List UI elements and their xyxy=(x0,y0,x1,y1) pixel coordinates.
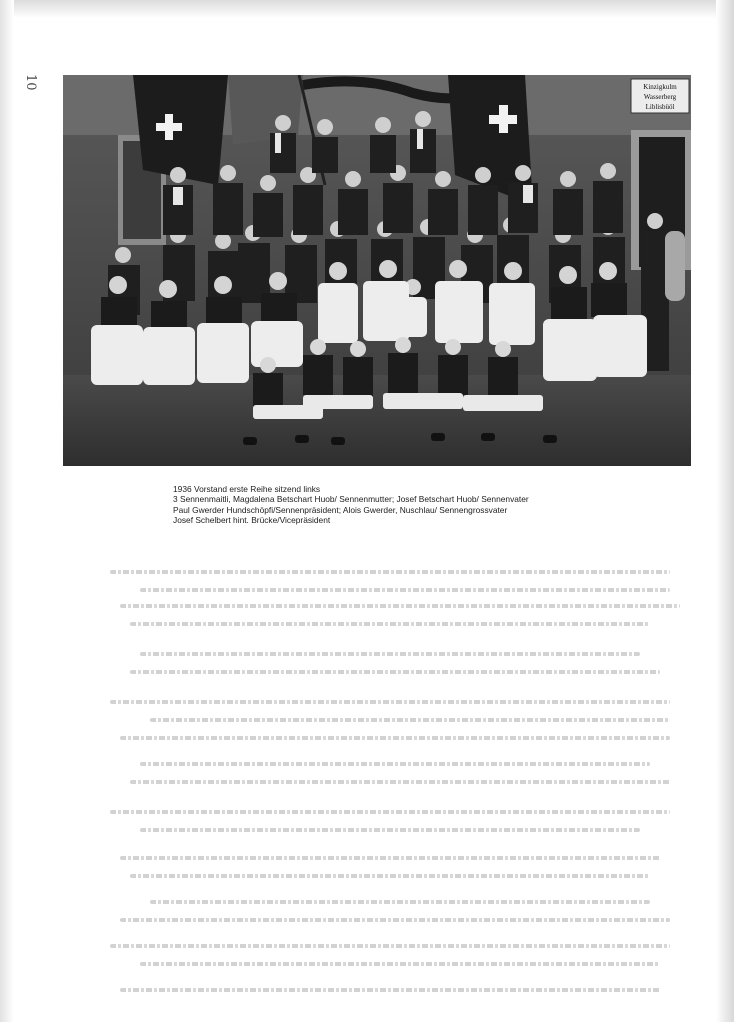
photo-illustration xyxy=(63,75,691,466)
signboard-line3: Liblisbüöl xyxy=(645,103,675,111)
caption-line-3: Paul Gwerder Hundschöpfi/Sennenpräsident; Alois Gwerder, Nuschlau/ Sennengrossvater xyxy=(173,504,508,515)
photo-caption xyxy=(173,484,653,525)
reverse-side-bleed-through xyxy=(100,540,720,1010)
caption-line-1: 1936 Vorstand erste Reihe sitzend links xyxy=(173,484,321,494)
scan-edge-top xyxy=(0,0,734,18)
flag-left-cross-v xyxy=(165,114,173,140)
signboard-line1: Kinzigkulm xyxy=(643,83,677,91)
caption-line-4: Josef Schelbert hint. Brücke/Vicepräsident xyxy=(173,514,331,525)
group-photograph xyxy=(63,75,691,466)
page-number: 10 xyxy=(23,74,38,91)
signboard-line2: Wasserberg xyxy=(643,93,677,101)
flag-right-cross-v xyxy=(499,105,508,133)
caption-line-2: 3 Sennenmaitli, Magdalena Betschart Huob/ Sennenmutter; Josef Betschart Huob/ Sennenvater xyxy=(173,494,529,505)
tuba xyxy=(665,231,685,301)
scan-edge-left xyxy=(0,0,14,1022)
ground xyxy=(63,375,691,466)
